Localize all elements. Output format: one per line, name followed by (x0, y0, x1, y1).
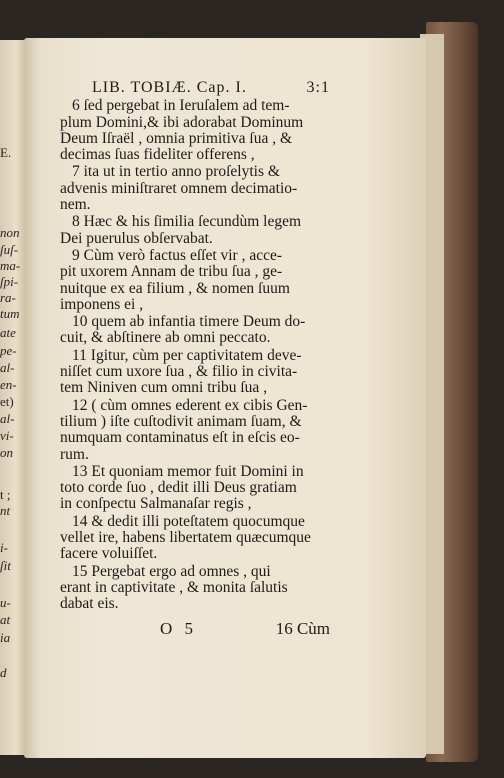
verse-line: decimas ſuas fideliter offerens , (60, 146, 255, 164)
verse-line: 13 Et quoniam memor fuit Domini in (72, 462, 304, 480)
left-margin-fragment: vi- (0, 428, 14, 443)
verse (60, 98, 330, 163)
verse-line: tilium ) iſte cuſtodivit animam ſuam, & (60, 412, 302, 430)
verse (60, 464, 330, 513)
verse-line: 8 Hæc & his ſimilia ſecundùm legem (72, 213, 302, 231)
verse (60, 348, 330, 397)
verse (60, 564, 330, 613)
running-title: LIB. TOBIÆ. Cap. I. (92, 79, 247, 96)
left-margin-fragment: at (0, 612, 11, 627)
left-margin-fragment: u- (0, 595, 11, 610)
verse (60, 164, 330, 213)
verse-line: Deum Iſraël , omnia primitiva ſua , & (60, 129, 293, 147)
verse-line: dabat eis. (60, 595, 119, 613)
verse-line: 12 ( cùm omnes ederent ex cibis Gen- (72, 396, 308, 414)
left-margin-fragment: ſpi- (0, 274, 19, 289)
left-margin-fragment: ra- (0, 290, 16, 305)
verse-line: rum. (60, 445, 89, 463)
left-margin-fragment: i- (0, 540, 8, 555)
left-margin-fragment: d (0, 665, 7, 680)
signature-mark: O 5 (160, 618, 198, 638)
left-margin-fragment: al- (0, 411, 15, 426)
verse-line: Dei puerulus obſervabat. (60, 229, 213, 247)
left-margin-fragment: ate (0, 325, 16, 340)
verse-line: in conſpectu Salmanaſar regis , (60, 495, 252, 513)
verse-line: 11 Igitur, cùm per captivitatem deve- (72, 346, 302, 364)
verse-line: nem. (60, 196, 91, 214)
verse-line: pit uxorem Annam de tribu ſua , ge- (60, 263, 283, 281)
page-footer (60, 618, 330, 638)
left-margin-fragment: en- (0, 377, 17, 392)
verse-line: plum Domini,& ibi adorabat Dominum (60, 113, 304, 131)
verse-line: 6 ſed pergebat in Ieruſalem ad tem- (72, 97, 290, 115)
left-margin-fragment: et) (0, 394, 14, 409)
verse-list (60, 98, 330, 612)
verse-line: cuit, & abſtinere ab omni peccato. (60, 329, 271, 347)
verse-line: niſſet cum uxore ſua , & filio in civita- (60, 363, 298, 381)
verse-line: nuitque ex ea filium , & nomen ſuum (60, 279, 290, 297)
running-header (60, 80, 330, 96)
left-margin-fragment: pe- (0, 343, 17, 358)
verse (60, 514, 330, 563)
left-margin-fragment: t ; (0, 487, 11, 502)
left-margin-fragment: ſit (0, 558, 11, 573)
verse-line: 15 Pergebat ergo ad omnes , qui (72, 562, 271, 580)
left-margin-fragment: ia (0, 630, 11, 645)
verse-line: facere voluiſſet. (60, 545, 158, 563)
verse-line: 14 & dedit illi poteſtatem quocumque (72, 512, 305, 530)
verse-line: tem Niniven cum omni tribu ſua , (60, 379, 268, 397)
left-margin-fragment: nt (0, 503, 11, 518)
page-number: 3:1 (306, 79, 330, 96)
left-margin-fragment: al- (0, 360, 15, 375)
left-margin-fragment: E. (0, 145, 12, 160)
left-margin-fragment: on (0, 445, 13, 460)
verse-line: 10 quem ab infantia timere Deum do- (72, 313, 306, 331)
verse-line: erant in captivitate , & monita ſalutis (60, 578, 288, 596)
verse (60, 214, 330, 247)
verse-line: vellet ire, habens libertatem quæcumque (60, 529, 311, 547)
left-margin-fragment: ma- (0, 258, 21, 273)
verse (60, 248, 330, 313)
verse-line: 7 ita ut in tertio anno proſelytis & (72, 163, 280, 181)
page-text (60, 80, 330, 637)
left-margin-fragment: non (0, 225, 20, 240)
verse-line: toto corde ſuo , dedit illi Deus gratiam (60, 479, 297, 497)
verse (60, 314, 330, 347)
left-margin-fragment: ſuſ- (0, 242, 19, 257)
verse-line: numquam contaminatus eſt in eſcis eo- (60, 429, 300, 447)
verse-line: imponens ei , (60, 295, 144, 313)
verse-line: 9 Cùm verò factus eſſet vir , acce- (72, 246, 283, 264)
left-margin-fragment: tum (0, 306, 20, 321)
verse (60, 398, 330, 463)
catchword: 16 Cùm (275, 618, 330, 638)
verse-line: advenis miniſtraret omnem decimatio- (60, 179, 298, 197)
